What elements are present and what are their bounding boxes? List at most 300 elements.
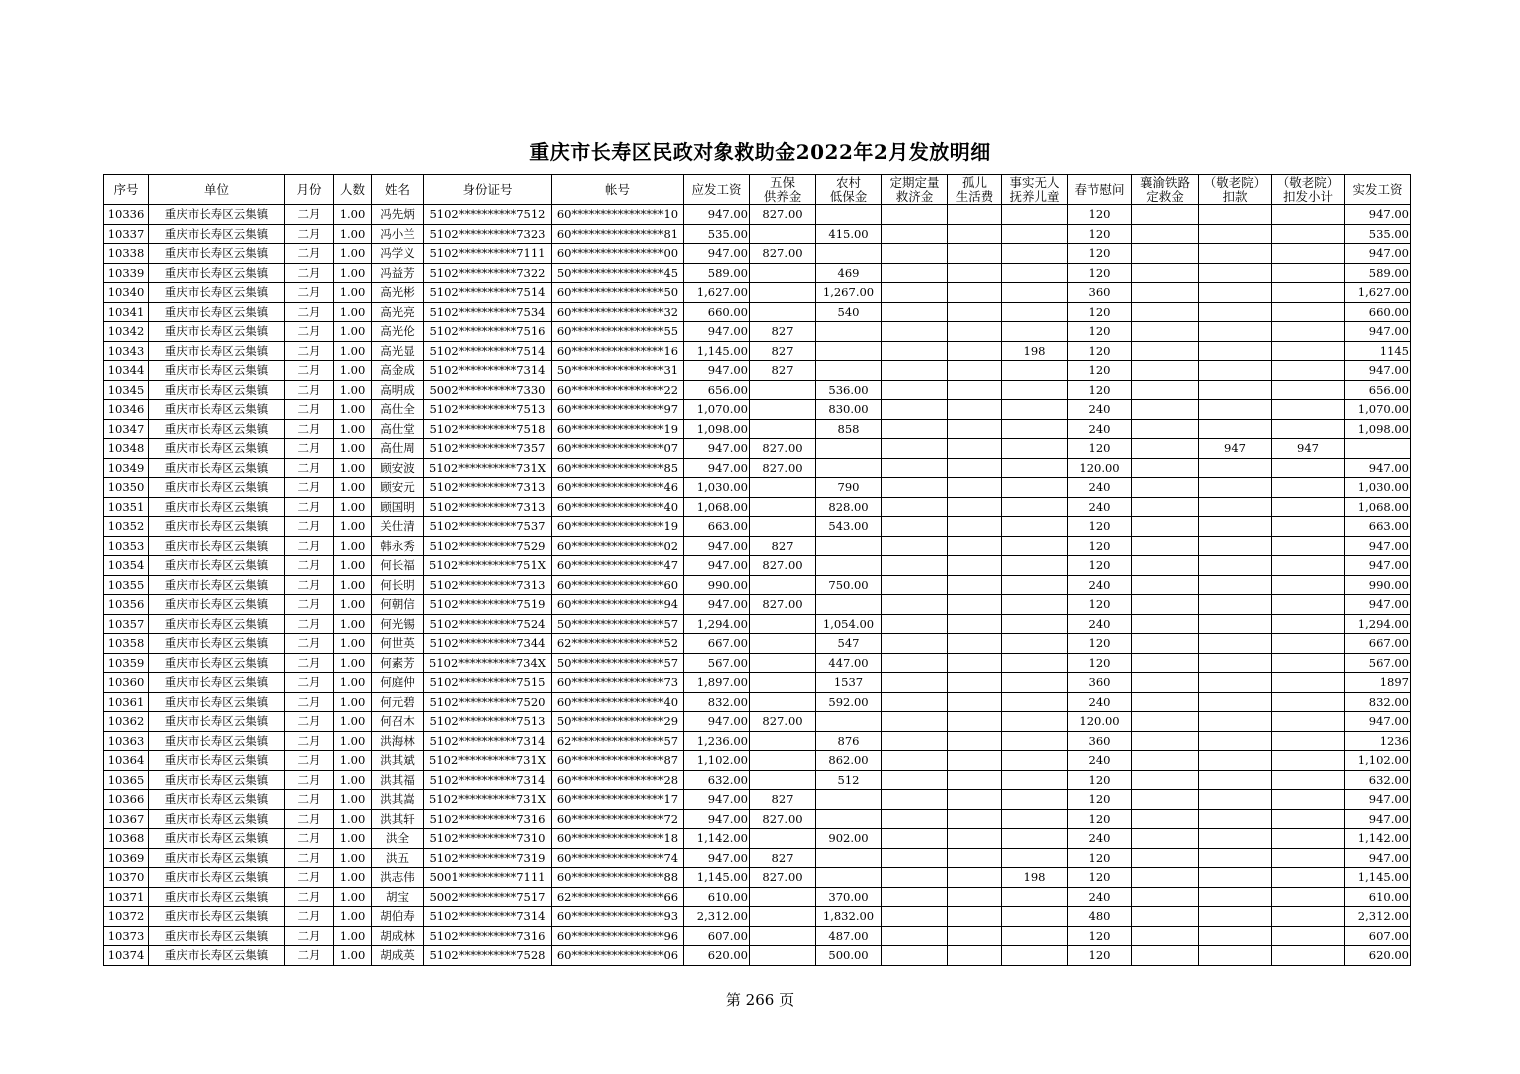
table-cell: 947.00	[1345, 790, 1411, 810]
table-row	[104, 439, 1411, 459]
table-cell	[882, 790, 948, 810]
table-row	[104, 731, 1411, 751]
table-cell: 冯小兰	[372, 224, 424, 244]
table-cell: 5102**********7524	[424, 614, 552, 634]
table-cell	[1002, 517, 1068, 537]
table-cell: 947.00	[684, 322, 750, 342]
table-cell	[1272, 751, 1345, 771]
table-cell	[1132, 341, 1199, 361]
table-row	[104, 673, 1411, 693]
table-cell: 60****************94	[552, 595, 684, 615]
table-cell	[750, 926, 816, 946]
table-cell: 洪海林	[372, 731, 424, 751]
table-cell: 冯益芳	[372, 263, 424, 283]
table-row	[104, 887, 1411, 907]
table-cell: 1,267.00	[816, 283, 882, 303]
table-cell	[882, 595, 948, 615]
table-cell: 10371	[104, 887, 149, 907]
table-cell	[1002, 887, 1068, 907]
table-cell: 二月	[285, 829, 334, 849]
table-cell	[882, 419, 948, 439]
table-cell: 198	[1002, 868, 1068, 888]
table-cell	[882, 380, 948, 400]
table-cell	[1272, 419, 1345, 439]
table-cell: 重庆市长寿区云集镇	[149, 419, 285, 439]
table-cell: 2,312.00	[1345, 907, 1411, 927]
table-cell: 5102**********7534	[424, 302, 552, 322]
table-cell: 60****************60	[552, 575, 684, 595]
column-header-line1: 事实无人	[1009, 174, 1060, 190]
table-cell	[1199, 829, 1272, 849]
table-cell: 5102**********7529	[424, 536, 552, 556]
table-cell: 60****************40	[552, 497, 684, 517]
table-cell	[1132, 575, 1199, 595]
table-cell: 重庆市长寿区云集镇	[149, 848, 285, 868]
table-cell	[948, 517, 1002, 537]
table-cell	[1199, 907, 1272, 927]
table-cell: 5102**********7514	[424, 341, 552, 361]
table-cell	[816, 868, 882, 888]
table-cell	[1132, 439, 1199, 459]
table-cell: 832.00	[1345, 692, 1411, 712]
table-cell: 1,897.00	[684, 673, 750, 693]
table-cell: 120	[1068, 517, 1132, 537]
table-cell: 1145	[1345, 341, 1411, 361]
table-cell: 1.00	[334, 946, 372, 966]
table-cell: 二月	[285, 224, 334, 244]
table-cell: 1,054.00	[816, 614, 882, 634]
table-cell	[1272, 556, 1345, 576]
table-cell	[1272, 653, 1345, 673]
table-cell: 10338	[104, 244, 149, 264]
table-cell: 10373	[104, 926, 149, 946]
table-cell	[1132, 848, 1199, 868]
table-cell: 5102**********7512	[424, 205, 552, 225]
table-cell: 1.00	[334, 770, 372, 790]
table-cell: 120	[1068, 926, 1132, 946]
table-cell	[1132, 692, 1199, 712]
table-cell: 1,070.00	[1345, 400, 1411, 420]
table-cell: 547	[816, 634, 882, 654]
table-cell	[1002, 478, 1068, 498]
table-cell: 5102**********7513	[424, 400, 552, 420]
table-cell: 1,627.00	[1345, 283, 1411, 303]
table-cell	[882, 868, 948, 888]
table-cell	[1002, 595, 1068, 615]
table-cell	[1132, 751, 1199, 771]
table-cell: 947.00	[684, 848, 750, 868]
table-cell: 二月	[285, 380, 334, 400]
table-cell: 二月	[285, 205, 334, 225]
table-cell	[816, 712, 882, 732]
table-cell: 5102**********7514	[424, 283, 552, 303]
table-cell: 5102**********731X	[424, 751, 552, 771]
table-cell	[750, 751, 816, 771]
table-cell	[816, 458, 882, 478]
table-cell	[1199, 536, 1272, 556]
table-cell	[750, 731, 816, 751]
table-cell	[948, 244, 1002, 264]
table-cell	[1199, 575, 1272, 595]
column-header: 月份	[285, 175, 334, 205]
table-cell	[882, 907, 948, 927]
table-cell	[816, 439, 882, 459]
table-cell: 120	[1068, 536, 1132, 556]
table-cell: 567.00	[1345, 653, 1411, 673]
table-cell	[1132, 614, 1199, 634]
table-cell	[1272, 887, 1345, 907]
table-cell	[948, 595, 1002, 615]
table-cell	[1199, 283, 1272, 303]
table-cell: 60****************50	[552, 283, 684, 303]
table-cell: 重庆市长寿区云集镇	[149, 946, 285, 966]
table-cell: 1.00	[334, 302, 372, 322]
table-cell: 5002**********7330	[424, 380, 552, 400]
table-cell	[882, 224, 948, 244]
table-cell: 947.00	[684, 205, 750, 225]
table-cell	[1132, 673, 1199, 693]
table-row	[104, 361, 1411, 381]
table-cell	[1272, 400, 1345, 420]
table-cell: 240	[1068, 829, 1132, 849]
table-cell	[1002, 926, 1068, 946]
table-cell	[1272, 478, 1345, 498]
table-cell: 二月	[285, 361, 334, 381]
table-cell: 高金成	[372, 361, 424, 381]
table-cell: 1,627.00	[684, 283, 750, 303]
table-row	[104, 634, 1411, 654]
table-cell: 二月	[285, 770, 334, 790]
table-cell: 二月	[285, 673, 334, 693]
table-cell: 656.00	[1345, 380, 1411, 400]
table-cell: 198	[1002, 341, 1068, 361]
table-cell	[1002, 322, 1068, 342]
table-cell	[1199, 614, 1272, 634]
table-cell: 592.00	[816, 692, 882, 712]
table-cell: 60****************81	[552, 224, 684, 244]
table-cell: 120.00	[1068, 458, 1132, 478]
table-cell: 120	[1068, 263, 1132, 283]
table-cell: 62****************57	[552, 731, 684, 751]
table-cell: 120	[1068, 868, 1132, 888]
table-cell: 120	[1068, 556, 1132, 576]
table-cell: 1.00	[334, 790, 372, 810]
table-cell: 120	[1068, 205, 1132, 225]
table-cell: 827	[750, 536, 816, 556]
table-cell: 1.00	[334, 595, 372, 615]
table-cell	[1132, 868, 1199, 888]
table-cell: 5102**********7316	[424, 926, 552, 946]
table-cell	[1002, 400, 1068, 420]
table-cell	[750, 946, 816, 966]
table-cell: 750.00	[816, 575, 882, 595]
column-header	[816, 175, 882, 205]
table-cell	[882, 692, 948, 712]
table-cell: 469	[816, 263, 882, 283]
table-cell: 1.00	[334, 419, 372, 439]
table-cell	[1272, 341, 1345, 361]
table-cell: 120	[1068, 244, 1132, 264]
table-cell	[1272, 224, 1345, 244]
table-cell	[1132, 595, 1199, 615]
table-cell	[1002, 458, 1068, 478]
table-cell	[1002, 848, 1068, 868]
table-cell	[948, 322, 1002, 342]
table-cell: 1.00	[334, 692, 372, 712]
table-cell	[948, 848, 1002, 868]
table-cell	[750, 907, 816, 927]
table-cell	[1199, 302, 1272, 322]
column-header	[1132, 175, 1199, 205]
table-cell	[1132, 322, 1199, 342]
table-cell: 663.00	[684, 517, 750, 537]
table-cell: 重庆市长寿区云集镇	[149, 887, 285, 907]
table-cell: 1.00	[334, 244, 372, 264]
table-cell	[1272, 946, 1345, 966]
table-cell: 120	[1068, 770, 1132, 790]
table-cell: 947	[1272, 439, 1345, 459]
table-cell	[1002, 829, 1068, 849]
table-cell	[948, 673, 1002, 693]
table-cell	[1132, 380, 1199, 400]
table-cell	[1272, 907, 1345, 927]
table-cell	[1002, 575, 1068, 595]
table-cell: 二月	[285, 653, 334, 673]
table-cell	[1132, 887, 1199, 907]
table-cell: 高光伦	[372, 322, 424, 342]
column-header: 实发工资	[1345, 175, 1411, 205]
table-cell: 62****************52	[552, 634, 684, 654]
table-cell: 高仕周	[372, 439, 424, 459]
table-cell	[1132, 283, 1199, 303]
table-cell	[1272, 361, 1345, 381]
table-cell	[948, 887, 1002, 907]
column-header	[1002, 175, 1068, 205]
table-cell	[1272, 575, 1345, 595]
table-cell: 5102**********7313	[424, 575, 552, 595]
table-cell: 827.00	[750, 595, 816, 615]
table-cell: 5102**********7310	[424, 829, 552, 849]
table-cell: 高光彬	[372, 283, 424, 303]
table-cell: 60****************19	[552, 419, 684, 439]
table-cell	[1002, 614, 1068, 634]
table-cell: 1,832.00	[816, 907, 882, 927]
table-cell: 二月	[285, 790, 334, 810]
table-cell	[1132, 497, 1199, 517]
table-cell: 827	[750, 341, 816, 361]
table-cell: 10374	[104, 946, 149, 966]
table-cell: 60****************87	[552, 751, 684, 771]
table-cell: 重庆市长寿区云集镇	[149, 205, 285, 225]
table-row	[104, 244, 1411, 264]
table-cell	[948, 400, 1002, 420]
table-cell: 二月	[285, 692, 334, 712]
table-cell: 60****************02	[552, 536, 684, 556]
table-cell: 顾国明	[372, 497, 424, 517]
table-cell: 重庆市长寿区云集镇	[149, 907, 285, 927]
table-cell: 重庆市长寿区云集镇	[149, 517, 285, 537]
table-cell: 947.00	[684, 595, 750, 615]
table-cell: 947.00	[684, 712, 750, 732]
table-cell: 1.00	[334, 712, 372, 732]
table-cell: 二月	[285, 302, 334, 322]
table-cell: 947.00	[1345, 322, 1411, 342]
table-cell: 5102**********7319	[424, 848, 552, 868]
table-cell: 1.00	[334, 400, 372, 420]
table-cell: 1.00	[334, 205, 372, 225]
table-cell: 947.00	[1345, 536, 1411, 556]
table-cell: 1.00	[334, 497, 372, 517]
table-cell	[1199, 887, 1272, 907]
table-cell	[1002, 244, 1068, 264]
table-cell: 洪五	[372, 848, 424, 868]
table-cell	[1132, 302, 1199, 322]
table-cell: 60****************00	[552, 244, 684, 264]
table-cell	[750, 517, 816, 537]
table-cell: 947.00	[1345, 244, 1411, 264]
table-cell: 二月	[285, 614, 334, 634]
table-cell	[816, 595, 882, 615]
table-cell	[1272, 673, 1345, 693]
table-cell	[948, 575, 1002, 595]
table-cell	[1272, 809, 1345, 829]
table-cell: 胡宝	[372, 887, 424, 907]
table-cell	[1132, 478, 1199, 498]
table-cell: 1.00	[334, 809, 372, 829]
table-cell: 1,030.00	[1345, 478, 1411, 498]
table-row	[104, 322, 1411, 342]
table-cell: 10340	[104, 283, 149, 303]
table-cell	[882, 283, 948, 303]
table-cell: 632.00	[684, 770, 750, 790]
table-cell: 1.00	[334, 556, 372, 576]
table-cell: 10356	[104, 595, 149, 615]
table-cell	[948, 205, 1002, 225]
table-cell: 何世英	[372, 634, 424, 654]
table-row	[104, 302, 1411, 322]
table-cell	[1002, 361, 1068, 381]
column-header-line2: 生活费	[955, 188, 994, 204]
table-cell: 高仕堂	[372, 419, 424, 439]
table-cell	[882, 946, 948, 966]
column-header-line2: 扣发小计	[1282, 188, 1333, 204]
table-cell: 10359	[104, 653, 149, 673]
table-cell	[882, 575, 948, 595]
column-header-line2: 抚养儿童	[1009, 188, 1060, 204]
table-cell	[750, 497, 816, 517]
table-cell: 660.00	[684, 302, 750, 322]
table-cell	[948, 380, 1002, 400]
table-cell: 二月	[285, 400, 334, 420]
table-cell: 5102**********751X	[424, 556, 552, 576]
table-cell	[1199, 419, 1272, 439]
table-cell: 重庆市长寿区云集镇	[149, 868, 285, 888]
column-header-line2: 救济金	[895, 188, 934, 204]
table-row	[104, 751, 1411, 771]
table-cell: 62****************66	[552, 887, 684, 907]
table-cell: 10341	[104, 302, 149, 322]
table-cell: 50****************57	[552, 614, 684, 634]
table-cell	[1199, 712, 1272, 732]
table-cell: 120	[1068, 790, 1132, 810]
table-cell: 二月	[285, 868, 334, 888]
table-row	[104, 809, 1411, 829]
table-cell: 洪其斌	[372, 751, 424, 771]
table-cell	[1272, 848, 1345, 868]
table-cell	[1272, 731, 1345, 751]
table-cell	[1002, 907, 1068, 927]
table-cell	[750, 673, 816, 693]
table-cell: 535.00	[684, 224, 750, 244]
table-cell: 何长明	[372, 575, 424, 595]
table-cell	[948, 536, 1002, 556]
table-cell: 120	[1068, 653, 1132, 673]
table-cell: 高明成	[372, 380, 424, 400]
table-cell: 二月	[285, 809, 334, 829]
table-cell	[948, 751, 1002, 771]
table-cell	[1132, 263, 1199, 283]
table-cell	[1199, 751, 1272, 771]
table-row	[104, 517, 1411, 537]
table-cell: 10353	[104, 536, 149, 556]
table-cell	[948, 809, 1002, 829]
table-cell: 240	[1068, 751, 1132, 771]
column-header	[882, 175, 948, 205]
table-cell: 顾安元	[372, 478, 424, 498]
table-row	[104, 575, 1411, 595]
table-cell: 10361	[104, 692, 149, 712]
column-header: 春节慰问	[1068, 175, 1132, 205]
table-cell	[816, 361, 882, 381]
table-cell	[882, 926, 948, 946]
table-cell	[882, 205, 948, 225]
table-cell: 1.00	[334, 517, 372, 537]
table-cell	[1002, 634, 1068, 654]
table-cell: 洪其嵩	[372, 790, 424, 810]
table-row	[104, 946, 1411, 966]
table-row	[104, 283, 1411, 303]
table-cell	[1132, 400, 1199, 420]
table-cell: 二月	[285, 322, 334, 342]
table-cell: 10369	[104, 848, 149, 868]
table-cell: 1,142.00	[1345, 829, 1411, 849]
table-cell	[1199, 322, 1272, 342]
table-cell: 60****************10	[552, 205, 684, 225]
table-cell	[882, 829, 948, 849]
table-cell	[1272, 458, 1345, 478]
table-cell	[948, 419, 1002, 439]
table-cell	[1272, 595, 1345, 615]
table-row	[104, 868, 1411, 888]
table-cell: 480	[1068, 907, 1132, 927]
table-cell: 240	[1068, 614, 1132, 634]
table-cell: 10366	[104, 790, 149, 810]
table-cell: 重庆市长寿区云集镇	[149, 673, 285, 693]
table-cell	[948, 907, 1002, 927]
table-cell: 5102**********7515	[424, 673, 552, 693]
table-cell	[1199, 946, 1272, 966]
table-cell	[816, 322, 882, 342]
table-cell	[1272, 790, 1345, 810]
table-cell	[1002, 692, 1068, 712]
table-cell	[1199, 517, 1272, 537]
table-cell: 10344	[104, 361, 149, 381]
table-cell: 120	[1068, 595, 1132, 615]
table-cell	[948, 634, 1002, 654]
table-cell	[816, 341, 882, 361]
table-cell	[948, 283, 1002, 303]
table-cell: 1,102.00	[1345, 751, 1411, 771]
